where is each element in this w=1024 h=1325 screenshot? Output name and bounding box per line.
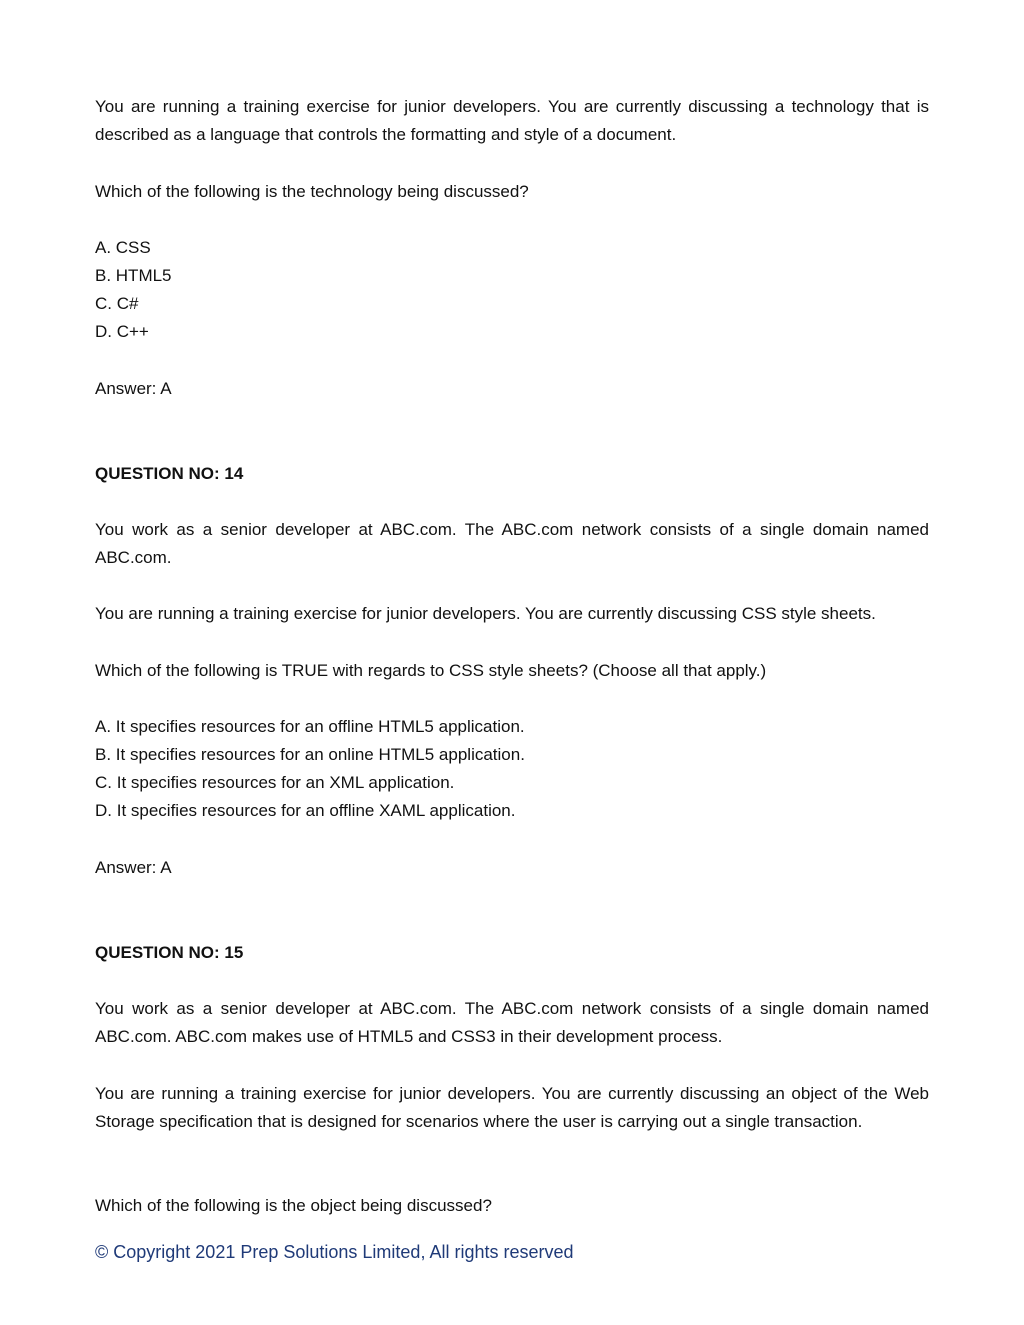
q14-option-c: C. It specifies resources for an XML application. — [95, 773, 455, 792]
copyright-footer: © Copyright 2021 Prep Solutions Limited, All rights reserved — [95, 1242, 574, 1262]
q15-heading: QUESTION NO: 15 — [95, 943, 244, 962]
q13-option-d: D. C++ — [95, 322, 149, 341]
q14-answer: Answer: A — [95, 858, 172, 877]
q15-paragraph-1: You work as a senior developer at ABC.com. The ABC.com network consists of a single domain named ABC.com. ABC.com makes use of HTML5 and CSS3 in their development process. — [95, 999, 929, 1046]
q14-paragraph-1: You work as a senior developer at ABC.com. The ABC.com network consists of a single domain named ABC.com. — [95, 520, 929, 567]
q15-question: Which of the following is the object being discussed? — [95, 1196, 492, 1215]
q13-option-c: C. C# — [95, 294, 139, 313]
q13-question: Which of the following is the technology being discussed? — [95, 182, 529, 201]
q14-option-d: D. It specifies resources for an offline XAML application. — [95, 801, 516, 820]
q13-option-b: B. HTML5 — [95, 266, 172, 285]
q13-paragraph: You are running a training exercise for junior developers. You are currently discussing a technology that is described as a language that controls the formatting and style of a document. — [95, 97, 929, 144]
q14-paragraph-2: You are running a training exercise for junior developers. You are currently discussing CSS style sheets. — [95, 604, 876, 623]
q14-heading: QUESTION NO: 14 — [95, 464, 244, 483]
q13-option-a: A. CSS — [95, 238, 151, 257]
q14-option-b: B. It specifies resources for an online HTML5 application. — [95, 745, 525, 764]
q14-option-a: A. It specifies resources for an offline HTML5 application. — [95, 717, 525, 736]
q14-question: Which of the following is TRUE with regards to CSS style sheets? (Choose all that apply.) — [95, 661, 767, 680]
q15-paragraph-2: You are running a training exercise for junior developers. You are currently discussing an object of the Web Storage specification that is designed for scenarios where the user is carrying out a single transaction. — [95, 1084, 929, 1131]
q13-answer: Answer: A — [95, 379, 172, 398]
